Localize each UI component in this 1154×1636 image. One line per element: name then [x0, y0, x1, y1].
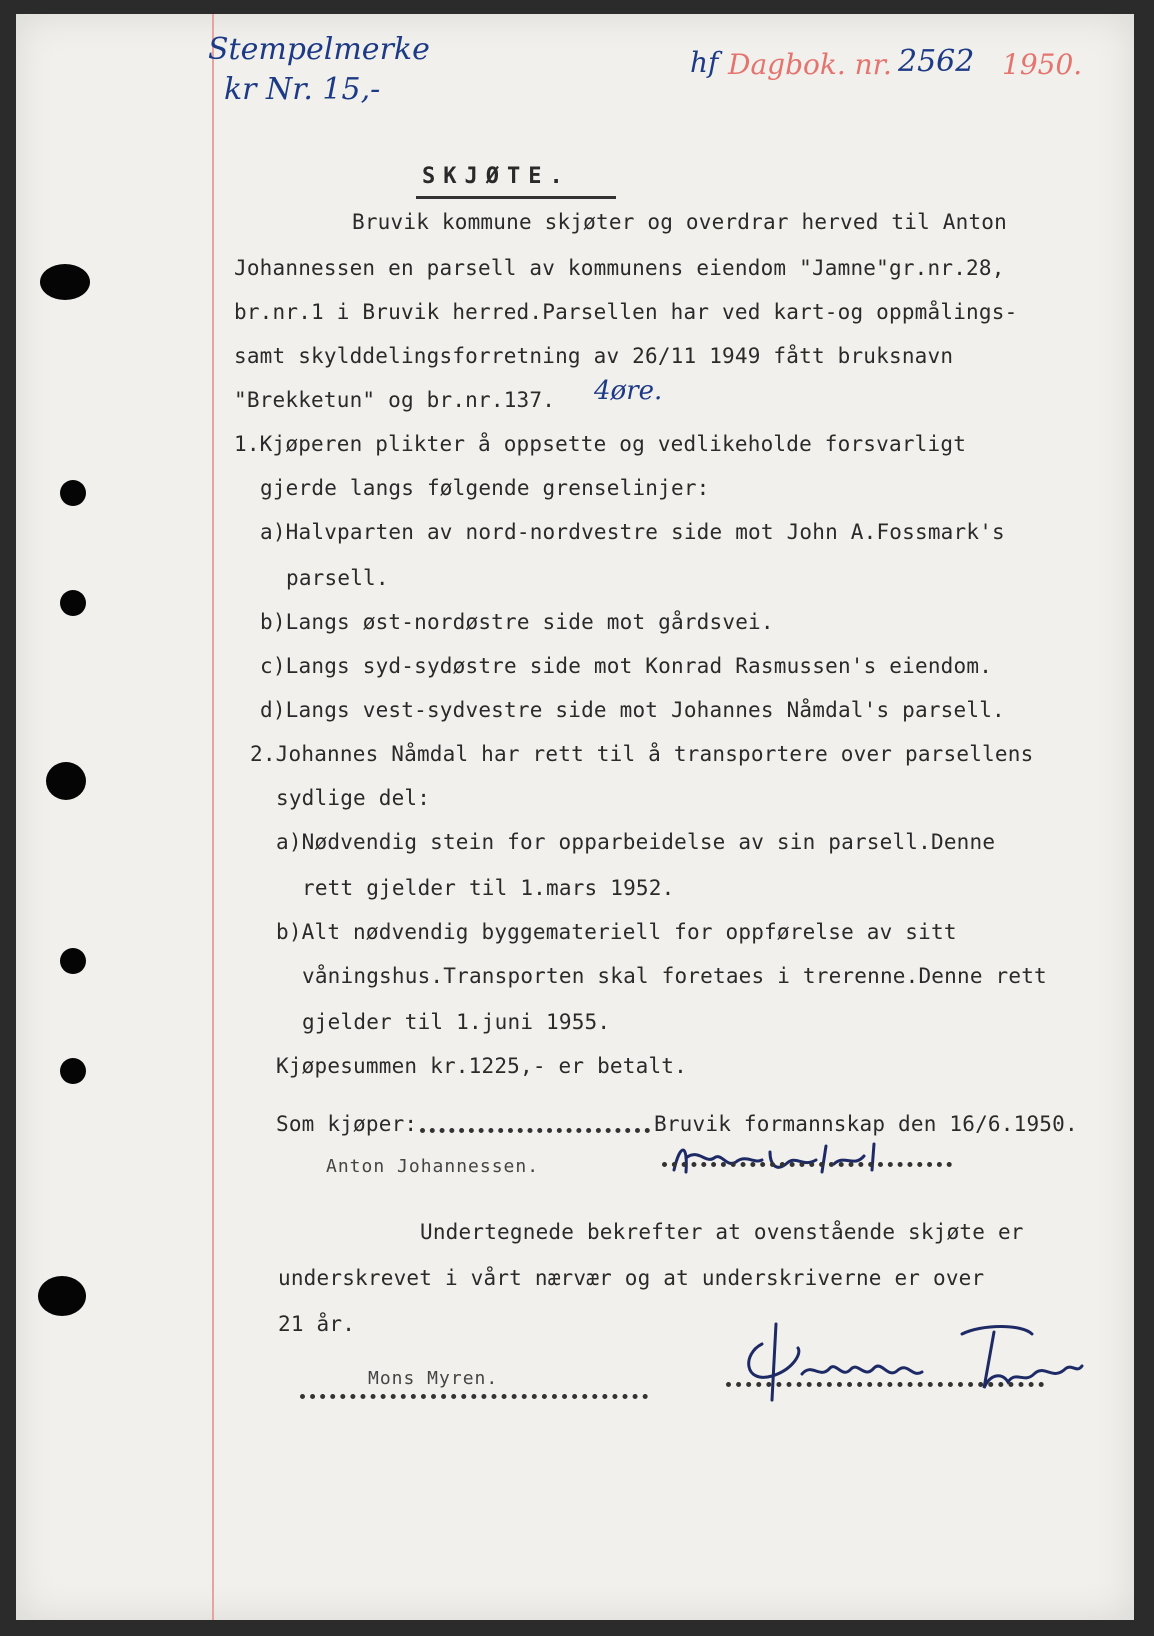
diary-stamp-label: Dagbok. nr. [728, 48, 892, 81]
punch-hole [60, 480, 86, 506]
seller-signature [666, 1134, 926, 1184]
witness1-signature-dots [300, 1394, 648, 1399]
clause-line: gjelder til 1.juni 1955. [302, 1010, 611, 1034]
clause-line: a)Nødvendig stein for opparbeidelse av sin parsell.Denne [276, 830, 996, 854]
punch-hole [60, 1058, 86, 1084]
buyer-name: Anton Johannessen. [326, 1156, 540, 1177]
body-line: "Brekketun" og br.nr.137. [234, 388, 556, 412]
margin-rule [212, 14, 214, 1620]
clause-line: parsell. [286, 566, 389, 590]
punch-hole [60, 590, 86, 616]
clause-line: b)Langs øst-nordøstre side mot gårdsvei. [260, 610, 774, 634]
punch-hole [46, 762, 86, 800]
body-line: Bruvik kommune skjøter og overdrar herved til Anton [352, 210, 1007, 234]
document-title: SKJØTE. [422, 164, 571, 189]
purchase-price: Kjøpesummen kr.1225,- er betalt. [276, 1054, 687, 1078]
body-line: Johannessen en parsell av kommunens eiendom "Jamne"gr.nr.28, [234, 256, 1005, 280]
clause-line: 1.Kjøperen plikter å oppsette og vedlikeholde forsvarligt [234, 432, 967, 456]
title-underline [416, 196, 616, 199]
witness-statement-line: Undertegnede bekrefter at ovenstående skjøte er [420, 1220, 1024, 1244]
witness-statement-line: underskrevet i vårt nærvær og at underskriverne er over [278, 1266, 985, 1290]
diary-year: 1950. [1002, 48, 1083, 81]
buyer-signature-dots [420, 1128, 650, 1133]
witness1-name: Mons Myren. [368, 1368, 499, 1389]
tax-note: 4øre. [594, 376, 663, 406]
clause-line: våningshus.Transporten skal foretaes i trerenne.Denne rett [302, 964, 1047, 988]
buyer-label: Som kjøper: [276, 1112, 418, 1136]
seller-signature-dots [662, 1162, 952, 1167]
witness-statement-line: 21 år. [278, 1312, 356, 1336]
clause-line: rett gjelder til 1.mars 1952. [302, 876, 675, 900]
document-page [16, 14, 1134, 1620]
witness2-signature-dots [726, 1382, 1044, 1387]
body-line: br.nr.1 i Bruvik herred.Parsellen har ved kart-og oppmålings- [234, 300, 1018, 324]
stamp-duty-note-line2: kr Nr. 15,- [224, 72, 381, 107]
clause-line: gjerde langs følgende grenselinjer: [260, 476, 710, 500]
clause-line: a)Halvparten av nord-nordvestre side mot John A.Fossmark's [260, 520, 1005, 544]
punch-hole [40, 264, 90, 300]
clause-line: sydlige del: [276, 786, 431, 810]
clause-line: b)Alt nødvendig byggemateriell for oppførelse av sitt [276, 920, 957, 944]
clerk-initials: hf [690, 46, 719, 79]
witness2-signature [732, 1304, 1092, 1414]
punch-hole [60, 948, 86, 974]
clause-line: 2.Johannes Nåmdal har rett til å transportere over parsellens [250, 742, 1034, 766]
clause-line: d)Langs vest-sydvestre side mot Johannes Nåmdal's parsell. [260, 698, 1005, 722]
body-line: samt skylddelingsforretning av 26/11 1949 fått bruksnavn [234, 344, 954, 368]
stamp-duty-note-line1: Stempelmerke [208, 32, 430, 67]
punch-hole [38, 1276, 86, 1316]
seller-text: Bruvik formannskap den 16/6.1950. [654, 1112, 1078, 1136]
diary-number: 2562 [898, 44, 975, 79]
clause-line: c)Langs syd-sydøstre side mot Konrad Rasmussen's eiendom. [260, 654, 993, 678]
